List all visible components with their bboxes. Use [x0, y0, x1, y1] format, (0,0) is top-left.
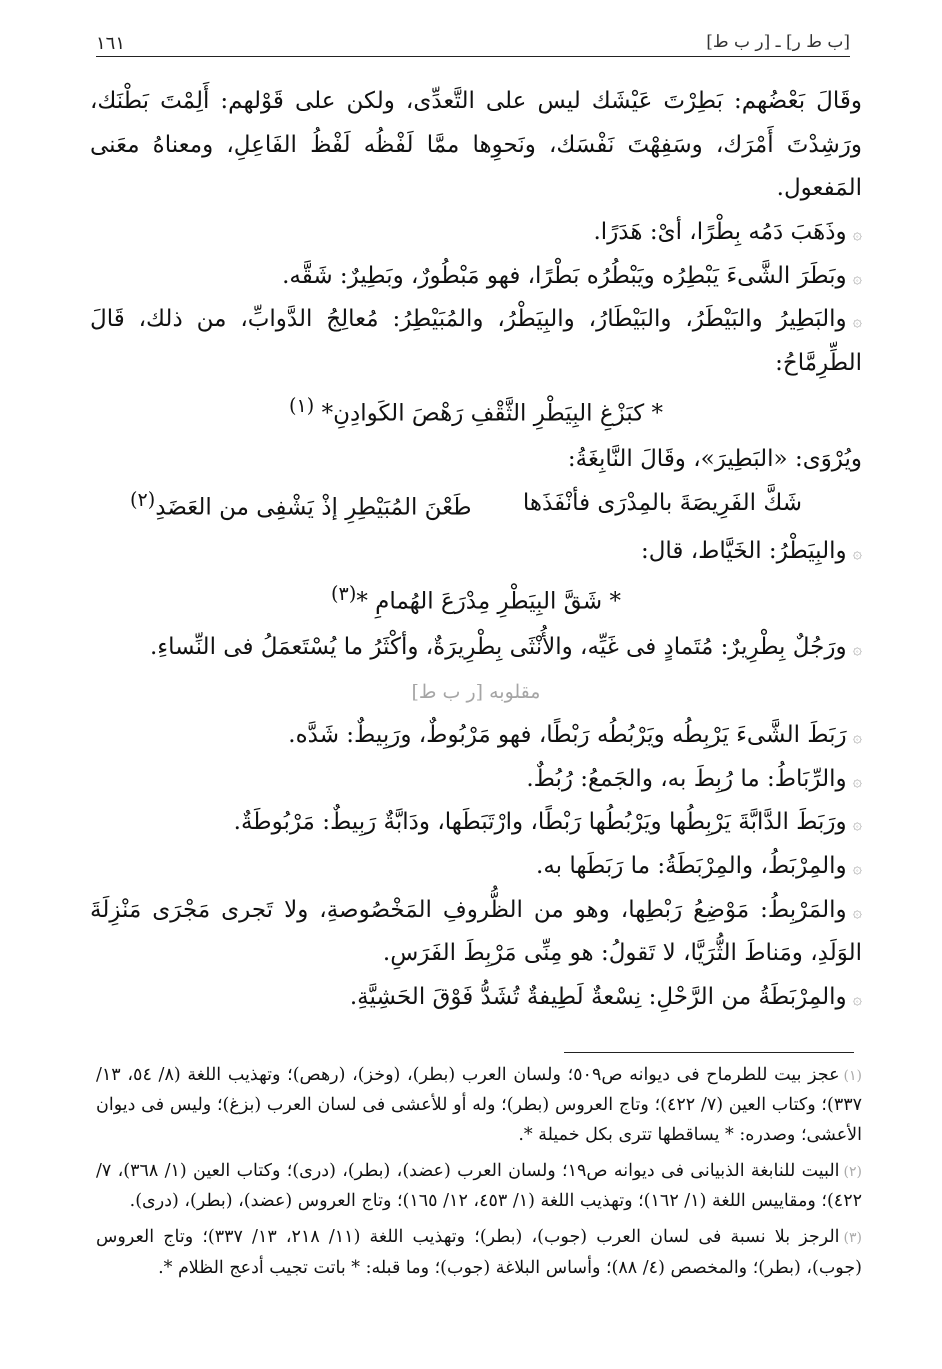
verse-text: شَقَّ البِيَطْرِ مِدْرَعَ الهُمامِ	[375, 588, 603, 615]
entry-bullet-icon: ۞	[852, 543, 862, 563]
footnote-rule	[564, 1052, 854, 1053]
entry-bullet-icon: ۞	[852, 727, 862, 746]
section-heading: مقلوبه [ر ب ط]	[411, 680, 541, 703]
verse-star: *	[356, 588, 368, 615]
header-rule	[96, 56, 850, 57]
verse-second-hemistich	[130, 482, 472, 530]
entry-text: وذَهَبَ دَمُه بِطْرًا، أىْ: هَدَرًا.	[593, 219, 847, 246]
entry	[90, 298, 862, 385]
entry-bullet-icon: ۞	[852, 639, 862, 659]
entry-text: والرِّبَاطُ: ما رُبِطَ به، والجَمعُ: رُبُطٌ.	[526, 765, 847, 792]
page-number: ١٦١	[96, 33, 126, 54]
entry-text: رَبَطَ الشَّىءَ يَرْبِطُه ويَرْبُطُه رَبْطًا، فهو مَرْبُوطٌ، ورَبِيطٌ: شَدَّه.	[288, 722, 847, 748]
verse-couplet	[90, 482, 862, 530]
paragraph: وقَالَ بَعْضُهم: بَطِرْتَ عَيْشَك ليس على التَّعدِّى، ولكن على قَوْلهم: أَلِمْتَ بَطْنَك، ورَشِدْتَ أَمْرَك، وسَفِهْتَ نَفْسَك، ونَحوِها ممَّا لَفْظُه لَفْظُ الفَاعِلِ، ومعناهُ معَنى المَفعول.	[90, 88, 862, 202]
entry	[90, 889, 862, 976]
entry-text: والمِرْبَطُ، والمِرْبَطَةُ: ما رَبَطَها به.	[536, 853, 847, 880]
footnote	[96, 1222, 862, 1282]
verse-star: *	[609, 588, 621, 615]
footnote-marker: (٢)	[843, 1164, 862, 1181]
entry	[90, 801, 862, 845]
footnote-marker: (٣)	[843, 1230, 862, 1247]
entry-bullet-icon: ۞	[852, 814, 862, 834]
entry-text: والمَرْبِطُ: مَوْضِعُ رَبْطِها، وهو من الظُّروفِ المَخْصُوصةِ، ولا تَجرى مَجْرَى مَنْزِلَةَ الوَلَدِ، ومَناطَ الثُّرَيَّا، لا تَقولُ: هو مِنِّى مَرْبِطَ الفَرَسِ.	[90, 896, 862, 967]
footnote-ref: (٢)	[130, 487, 156, 511]
entry-bullet-icon: ۞	[852, 989, 862, 1009]
entry-bullet-icon: ۞	[852, 224, 862, 244]
entry	[90, 626, 862, 670]
footnote-ref: (٣)	[331, 581, 357, 605]
verse-second-text: طَعْنَ المُبَيْطِرِ إذْ يَشْفِى من العَضَدِ	[155, 494, 472, 521]
entry	[90, 714, 862, 758]
entry	[90, 530, 862, 574]
verse-text: كبَزْغِ البِيَطْرِ الثَّقْفِ رَهْصَ الكَوادِنِ	[333, 400, 645, 427]
entry-bullet-icon: ۞	[852, 770, 862, 790]
entry-text: والمِرْبَطَةُ من الرَّحْلِ: نِسْعةٌ لَطِيفةٌ تُشَدُّ فَوْقَ الحَشِيَّةِ.	[349, 984, 847, 1011]
footnote-text: الرجز بلا نسبة فى لسان العرب (جوب)، (بطر)؛ وتهذيب اللغة (١١/ ٢١٨، ١٣/ ٣٣٧)؛ وتاج العروس (جوب)، (بطر)؛ والمخصص (٤/ ٨٨)؛ وأساس البلاغة (جوب)؛ وما قبله: * باتت تجيب أدعج الظلام *.	[96, 1227, 862, 1278]
entry	[90, 845, 862, 889]
footnotes	[96, 1060, 862, 1289]
verse-first-hemistich: شَكَّ الفَرِيصَةَ بالمِدْرَى فأنْفَذَها	[522, 489, 802, 516]
entry-text: وبَطَرَ الشَّىءَ يَبْطِرُه ويَبْطُرُه بَطْرًا، فهو مَبْطُورٌ، وبَطِيرٌ: شَقَّه.	[282, 262, 847, 289]
entry	[90, 976, 862, 1020]
footnote	[96, 1060, 862, 1150]
entry-bullet-icon: ۞	[852, 901, 862, 921]
footnote-marker: (١)	[843, 1068, 862, 1084]
paragraph: ويُرْوَى: «البَطِيرَ»، وقَالَ النَّابِغَةُ:	[567, 446, 862, 473]
entry	[90, 255, 862, 299]
entry-text: والبَطِيرُ والبَيْطَرُ، والبَيْطَارُ، والبِيَطْرُ، والمُبَيْطِرُ: مُعالِجُ الدَّوابِّ، من ذلك، قَالَ الطِّرِمَّاحُ:	[90, 306, 862, 377]
entry-text: والبِيَطْرُ: الخَيَّاط، قال:	[640, 538, 847, 565]
verse	[90, 576, 862, 624]
entry	[90, 758, 862, 802]
footnote-ref: (١)	[289, 393, 315, 417]
verse-star: *	[321, 400, 334, 427]
entry-text: ورَجُلٌ بِطْرِيرٌ: مُتَمادٍ فى غَيِّه، والأُنْثَى بِطْرِيرَةٌ، وأكْثَرُ ما يُسْتَعمَلُ فى النِّساءِ.	[149, 634, 847, 661]
verse-star: *	[651, 400, 663, 427]
footnote	[96, 1156, 862, 1216]
verse	[90, 388, 862, 436]
entry-bullet-icon: ۞	[852, 311, 862, 331]
footnote-text: البيت للنابغة الذبيانى فى ديوانه ص١٩؛ ولسان العرب (عضد)، (بطر)، (درى)؛ وكتاب العين (١/ ٣٦٨)، ٧/ ٤٢٢)؛ ومقاييس اللغة (١/ ١٦٢)؛ وتهذيب اللغة (١/ ٤٥٣، ١٢/ ١٦٥)؛ وتاج العروس (عضد)، (بطر)، (درى).	[96, 1161, 862, 1212]
running-head: [ب ط ر] ـ [ر ب ط]	[706, 32, 850, 52]
entry	[90, 211, 862, 255]
entry-bullet-icon: ۞	[852, 267, 862, 287]
main-text	[90, 80, 862, 1020]
footnote-text: عجز بيت للطرماح فى ديوانه ص٥٠٩؛ ولسان العرب (بطر)، (وخز)، (رهص)؛ وتهذيب اللغة (٨/ ٥٤، ١٣/ ٣٣٧)؛ وكتاب العين (٧/ ٤٢٢)؛ وتاج العروس (بطر)؛ وله أو للأعشى فى لسان العرب (بزغ)؛ وليس فى ديوان الأعشى؛ وصدره: * يساقطها تترى بكل خميلة *.	[96, 1065, 863, 1146]
entry-bullet-icon: ۞	[852, 858, 862, 878]
entry-text: ورَبَطَ الدَّابَّةَ يَرْبِطُها ويَرْبُطُها رَبْطًا، وارْتَبَطَها، ودَابَّةٌ رَبِيطٌ: مَرْبُوطَةٌ.	[233, 809, 847, 836]
